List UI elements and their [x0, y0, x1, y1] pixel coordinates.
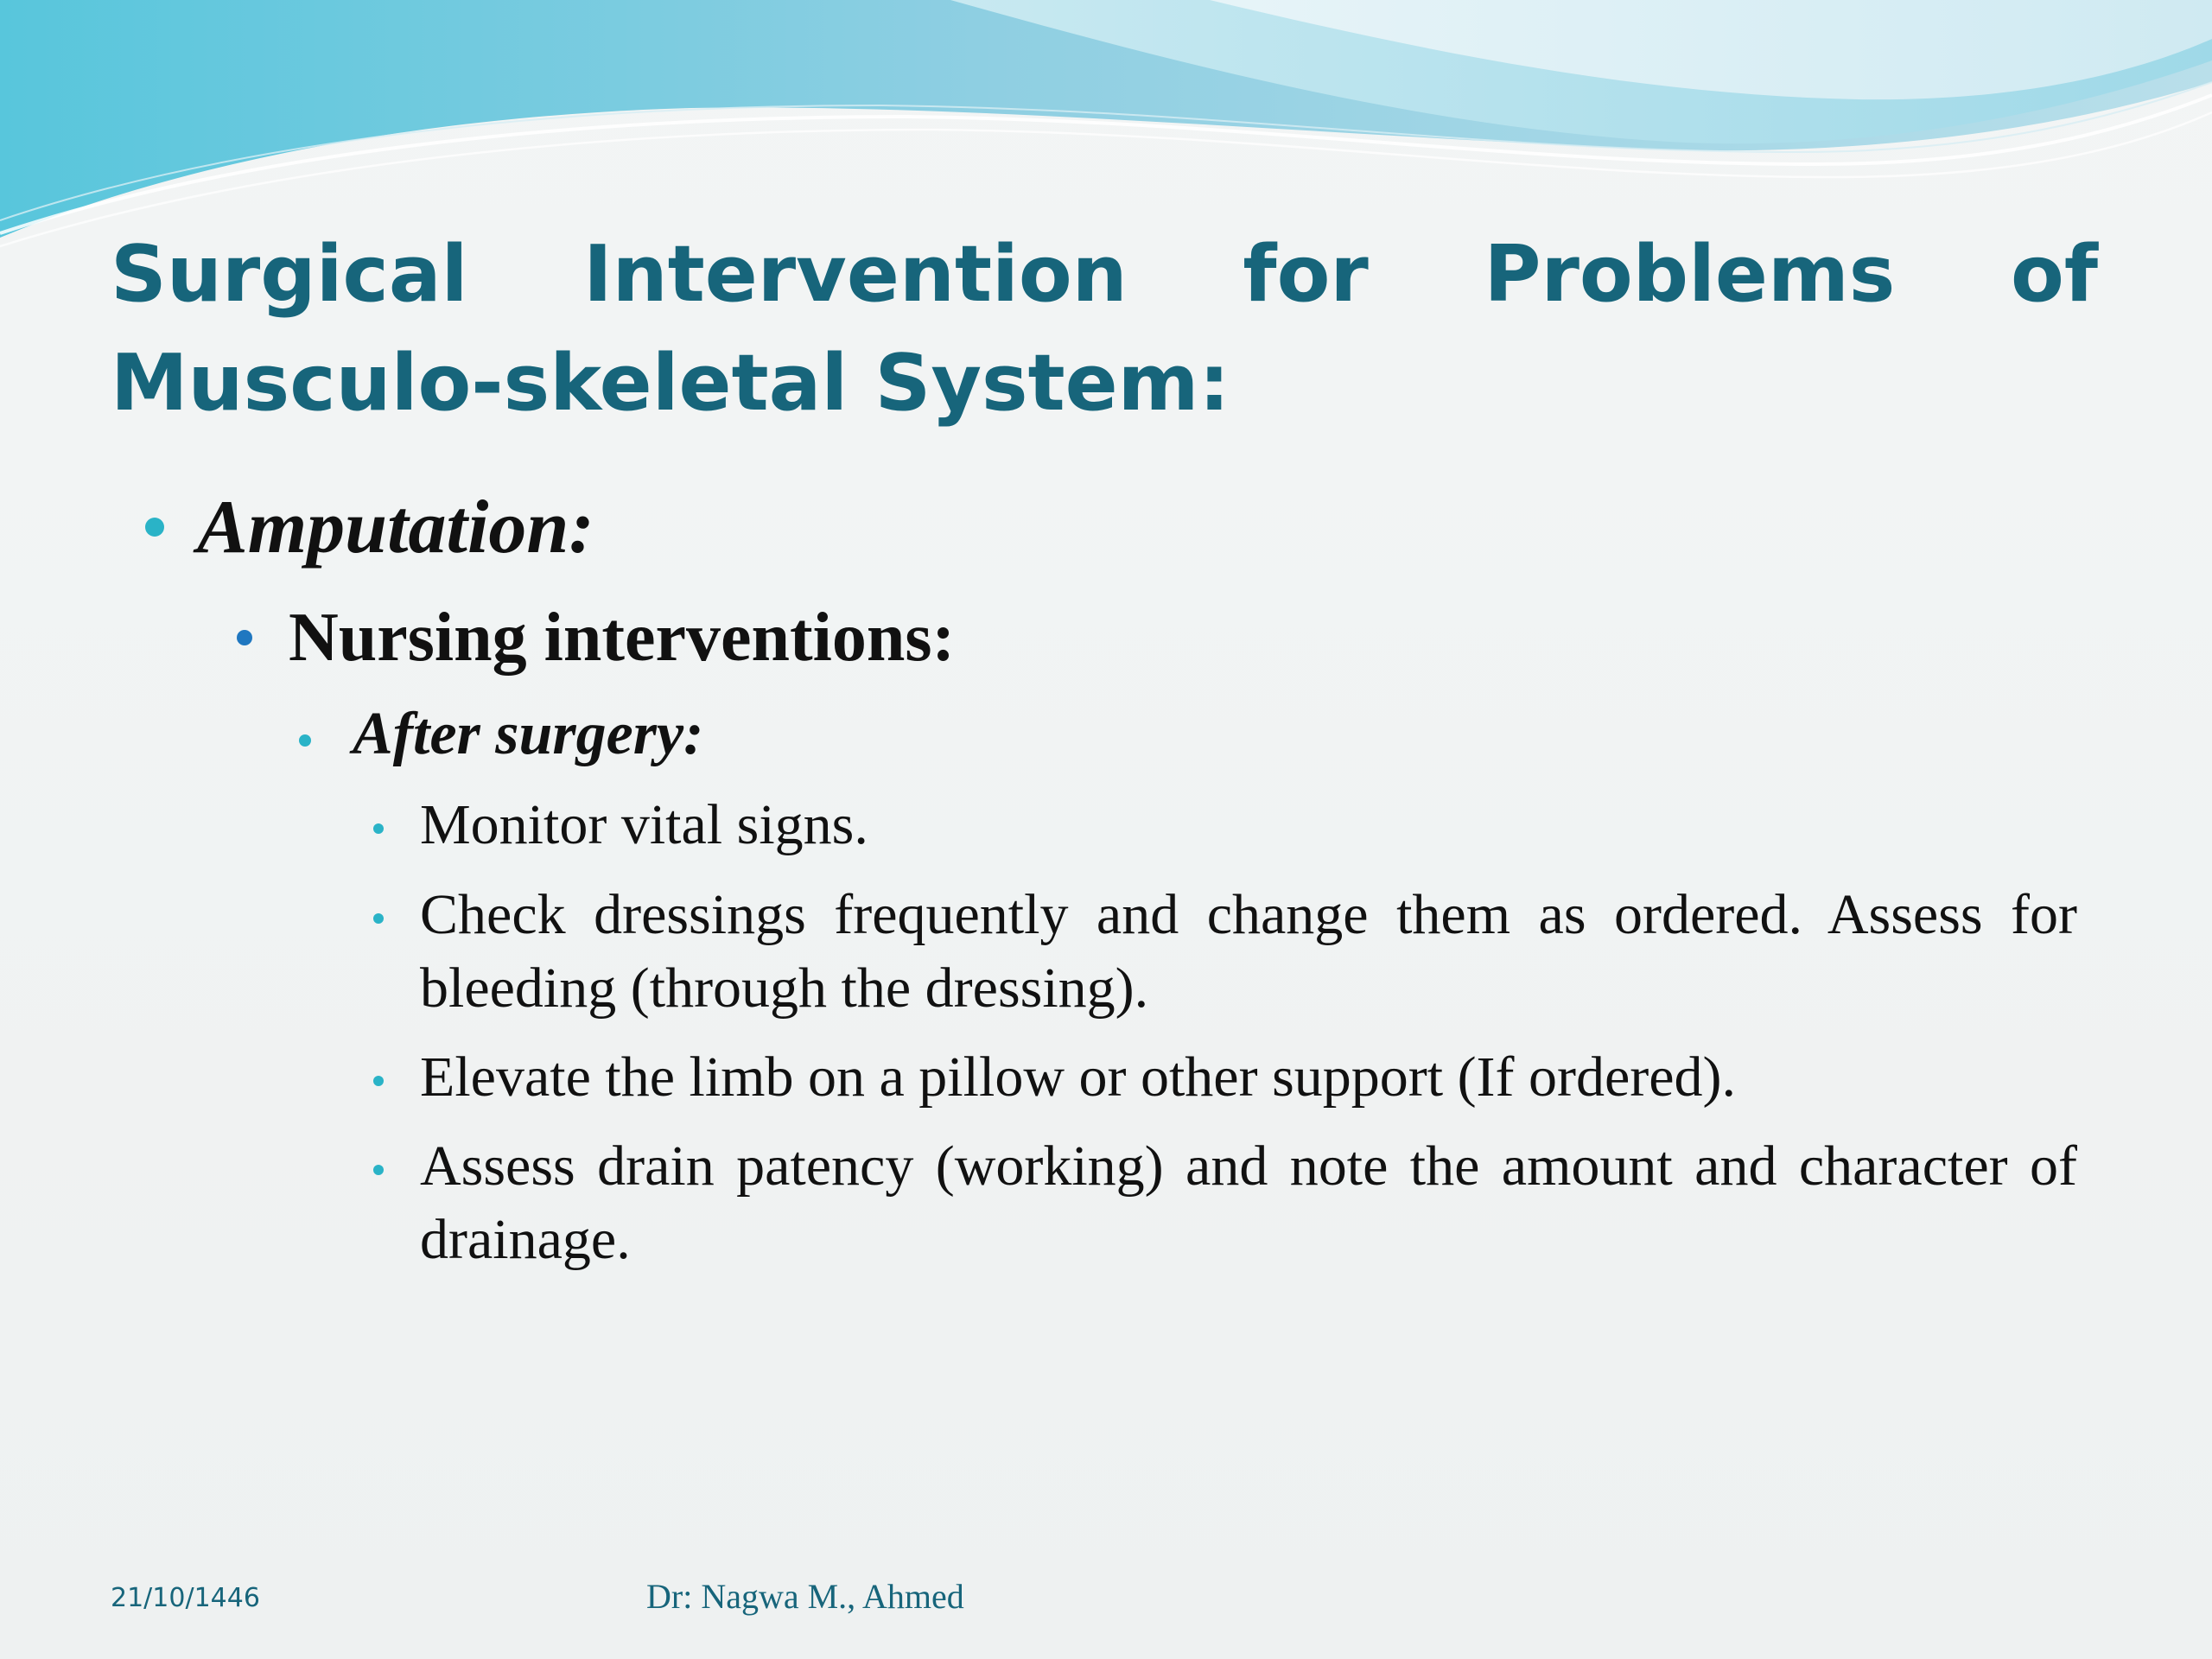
bullet-dot-icon [237, 630, 252, 645]
list-item: Monitor vital signs. [420, 793, 868, 856]
bullet-amputation: Amputation: [197, 486, 594, 569]
bullet-after-surgery: After surgery: [353, 701, 704, 767]
slide-title: Surgical Intervention for Problems of Musculo-skeletal System: [111, 229, 2098, 429]
bullet-dot-icon [299, 734, 311, 747]
bullet-dot-icon [145, 518, 164, 537]
list-item: Check dressings frequently and change them as ordered. Assess for bleeding (through the dressing). [420, 883, 2077, 1020]
list-item: Elevate the limb on a pillow or other support (If ordered). [420, 1046, 1737, 1109]
bullet-dot-icon [373, 1076, 384, 1086]
footer-date: 21/10/1446 [111, 1583, 260, 1613]
bullet-nursing-interventions: Nursing interventions: [289, 600, 956, 676]
footer-author: Dr: Nagwa M., Ahmed [646, 1577, 964, 1616]
list-item: Assess drain patency (working) and note the amount and character of drainage. [420, 1135, 2077, 1271]
bullet-dot-icon [373, 1165, 384, 1175]
bullet-dot-icon [373, 913, 384, 924]
bullet-dot-icon [373, 823, 384, 834]
